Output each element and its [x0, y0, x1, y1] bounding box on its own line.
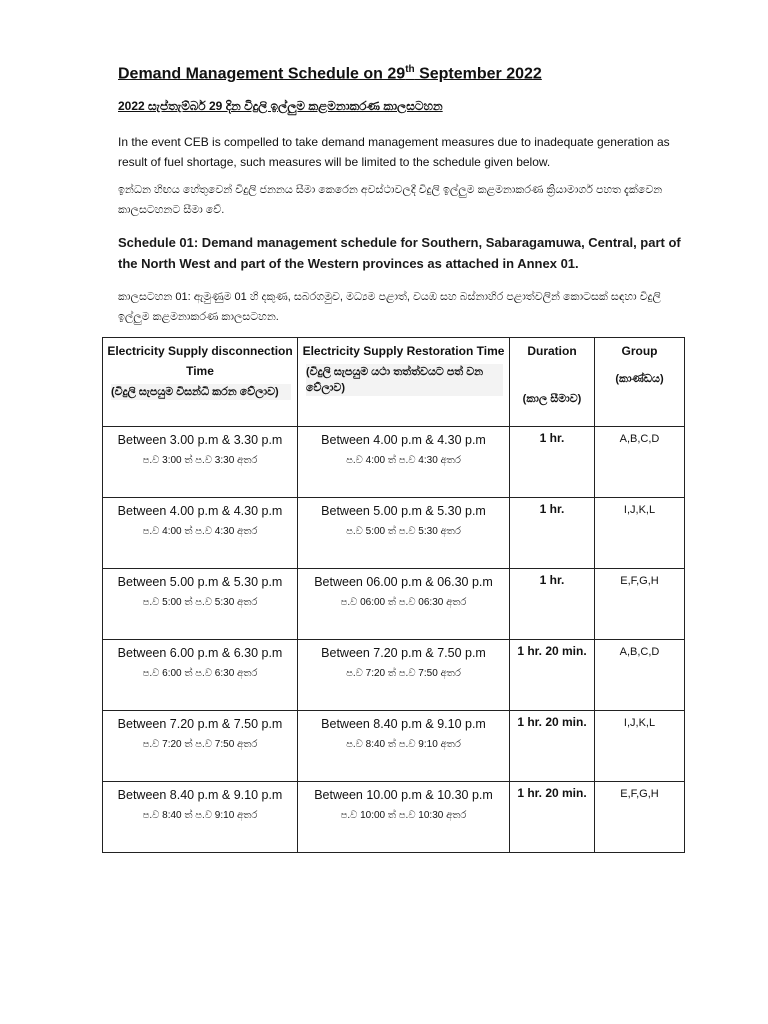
cell-disconnect-en: Between 8.40 p.m & 9.10 p.m — [117, 788, 283, 802]
header-group-label: Group — [621, 344, 658, 358]
cell-group-value: E,F,G,H — [620, 788, 659, 800]
header-duration-si: (කාල සීමාව) — [522, 393, 582, 405]
cell-restore-si: ප.ව 10:00 ත් ප.ව 10:30 අතර — [340, 810, 467, 821]
cell-disconnect-si: ප.ව 3:00 ත් ප.ව 3:30 අතර — [142, 455, 258, 466]
cell-disconnect-en: Between 7.20 p.m & 7.50 p.m — [117, 717, 283, 731]
header-disconnect-label: Electricity Supply disconnection Time — [107, 344, 293, 378]
cell-disconnect — [103, 711, 298, 782]
intro-paragraph-en: In the event CEB is compelled to take demand management measures due to inadequate generation as result of fuel shortage, such measures will be limited to the schedule given below. — [118, 135, 670, 169]
cell-restore-en: Between 06.00 p.m & 06.30 p.m — [314, 575, 493, 589]
cell-restore — [298, 498, 510, 569]
schedule-heading: Schedule 01: Demand management schedule for Southern, Sabaragamuwa, Central, part of the North West and part of the Western provinces as attached in Annex 01. — [118, 235, 681, 271]
table-row — [103, 711, 685, 782]
header-group-si: (කාණ්ඩය) — [615, 373, 664, 385]
table-row — [103, 498, 685, 569]
cell-disconnect — [103, 569, 298, 640]
cell-disconnect — [103, 782, 298, 853]
header-restore — [298, 338, 510, 427]
cell-group-value: I,J,K,L — [623, 504, 656, 516]
cell-disconnect-si: ප.ව 6:00 ත් ප.ව 6:30 අතර — [142, 668, 258, 679]
cell-restore — [298, 640, 510, 711]
cell-disconnect — [103, 498, 298, 569]
cell-disconnect-en: Between 3.00 p.m & 3.30 p.m — [117, 433, 283, 447]
cell-restore — [298, 427, 510, 498]
cell-group — [595, 569, 685, 640]
header-disconnect-si: (විදුලි සැපයුම විසන්ධි කරන වේලාව) — [111, 384, 291, 400]
cell-duration — [510, 498, 595, 569]
cell-group — [595, 640, 685, 711]
cell-disconnect-si: ප.ව 7:20 ත් ප.ව 7:50 අතර — [142, 739, 258, 750]
cell-group — [595, 711, 685, 782]
table-row — [103, 640, 685, 711]
cell-disconnect — [103, 640, 298, 711]
cell-duration — [510, 640, 595, 711]
header-duration-label: Duration — [527, 344, 577, 358]
cell-restore-en: Between 10.00 p.m & 10.30 p.m — [314, 788, 493, 802]
cell-disconnect-si: ප.ව 4:00 ත් ප.ව 4:30 අතර — [142, 526, 258, 537]
cell-restore — [298, 569, 510, 640]
cell-group-value: A,B,C,D — [619, 646, 660, 658]
cell-restore-en: Between 4.00 p.m & 4.30 p.m — [321, 433, 486, 447]
cell-disconnect-en: Between 6.00 p.m & 6.30 p.m — [117, 646, 283, 660]
cell-restore-si: ප.ව 5:00 ත් ප.ව 5:30 අතර — [346, 526, 461, 537]
cell-duration-value: 1 hr. — [539, 431, 565, 445]
cell-group-value: E,F,G,H — [620, 575, 659, 587]
schedule-heading-si: කාලසටහන 01: ඇමුණුම 01 හි දකුණ, සබරගමුව, මධ්‍යම පළාත්, වයඹ සහ බස්නාහිර පළාත්වලින් කොටසක් සඳහා විදුලි ඉල්ලුම කළමනාකරණ කාලසටහන. — [118, 291, 661, 323]
cell-duration — [510, 782, 595, 853]
cell-duration-value: 1 hr. 20 min. — [517, 644, 587, 658]
cell-duration-value: 1 hr. — [539, 502, 565, 516]
cell-group — [595, 427, 685, 498]
page-title — [118, 64, 542, 83]
header-group — [595, 338, 685, 427]
table-row — [103, 782, 685, 853]
cell-duration — [510, 711, 595, 782]
cell-duration — [510, 569, 595, 640]
title-text: Demand Management Schedule on 29 — [118, 65, 406, 83]
cell-duration-value: 1 hr. 20 min. — [517, 715, 587, 729]
cell-duration-value: 1 hr. 20 min. — [517, 786, 587, 800]
cell-disconnect-en: Between 5.00 p.m & 5.30 p.m — [117, 575, 283, 589]
table-header-row — [103, 338, 685, 427]
cell-group-value: I,J,K,L — [623, 717, 656, 729]
cell-restore — [298, 782, 510, 853]
cell-disconnect-si: ප.ව 8:40 ත් ප.ව 9:10 අතර — [142, 810, 258, 821]
cell-duration-value: 1 hr. — [539, 573, 565, 587]
title-superscript: th — [405, 64, 415, 75]
header-disconnect — [103, 338, 298, 427]
cell-restore-si: ප.ව 06:00 ත් ප.ව 06:30 අතර — [340, 597, 467, 608]
cell-restore-si: ප.ව 8:40 ත් ප.ව 9:10 අතර — [346, 739, 461, 750]
cell-disconnect-en: Between 4.00 p.m & 4.30 p.m — [117, 504, 283, 518]
cell-restore-si: ප.ව 7:20 ත් ප.ව 7:50 අතර — [346, 668, 461, 679]
table-row — [103, 569, 685, 640]
cell-group-value: A,B,C,D — [619, 433, 660, 445]
cell-group — [595, 782, 685, 853]
cell-disconnect-si: ප.ව 5:00 ත් ප.ව 5:30 අතර — [142, 597, 258, 608]
cell-restore-en: Between 8.40 p.m & 9.10 p.m — [321, 717, 486, 731]
table-row — [103, 427, 685, 498]
cell-group — [595, 498, 685, 569]
cell-restore-si: ප.ව 4:00 ත් ප.ව 4:30 අතර — [346, 455, 461, 466]
cell-restore — [298, 711, 510, 782]
schedule-table — [102, 337, 685, 853]
title-tail: September 2022 — [414, 65, 542, 83]
header-restore-label: Electricity Supply Restoration Time — [302, 344, 505, 358]
header-restore-si: (විදුලි සැපයුම යථා තත්ත්වයට පත් වන වේලාව) — [306, 364, 503, 396]
page-subtitle-sinhala: 2022 සැප්තැම්බර් 29 දින විදුලි ඉල්ලුම කළමනාකරණ කාලසටහන — [118, 99, 443, 113]
intro-paragraph-si: ඉන්ධන හිඟය හේතුවෙන් විදුලි ජනනය සීමා කෙරෙන අවස්ථාවලදී විදුලි ඉල්ලුම කළමනාකරණ ක්‍රියාමාර්ග පහත දැක්වෙන කාලසටහනට සීමා වේ. — [118, 184, 663, 216]
cell-restore-en: Between 7.20 p.m & 7.50 p.m — [321, 646, 486, 660]
cell-restore-en: Between 5.00 p.m & 5.30 p.m — [321, 504, 486, 518]
header-duration — [510, 338, 595, 427]
cell-disconnect — [103, 427, 298, 498]
cell-duration — [510, 427, 595, 498]
